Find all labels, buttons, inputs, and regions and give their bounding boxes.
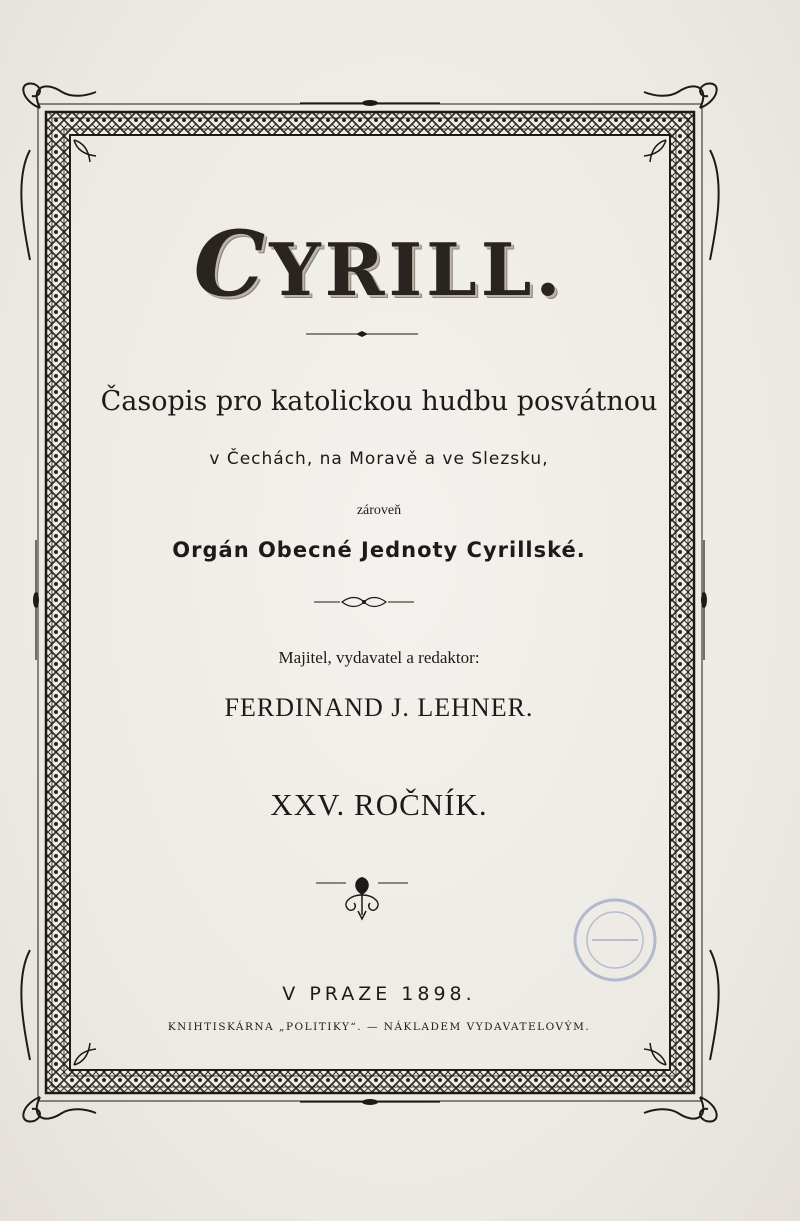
- library-stamp: [570, 895, 660, 985]
- journal-title: [94, 211, 664, 317]
- organ-line: Orgán Obecné Jednoty Cyrillské.: [172, 538, 586, 562]
- volume-label: XXV. ROČNÍK.: [270, 787, 488, 822]
- place-and-year: V PRAZE 1898.: [282, 983, 476, 1005]
- title-rest: YRILL.: [269, 227, 565, 312]
- printer-line: KNIHTISKÁRNA „POLITIKY“. — NÁKLADEM VYDAVATELOVÝM.: [167, 1021, 591, 1033]
- region-line: v Čechách, na Moravě a ve Slezsku,: [209, 449, 549, 469]
- title-rule-ornament: [306, 329, 418, 339]
- conjunction-text: zároveň: [356, 503, 402, 518]
- title-initial: C: [193, 211, 270, 317]
- divider-ornament: [314, 595, 414, 609]
- vignette-ornament: [316, 875, 408, 923]
- owner-label: Majitel, vydavatel a redaktor:: [278, 648, 480, 667]
- journal-subtitle: Časopis pro katolickou hudbu posvátnou: [100, 386, 658, 417]
- editor-name: FERDINAND J. LEHNER.: [224, 693, 534, 722]
